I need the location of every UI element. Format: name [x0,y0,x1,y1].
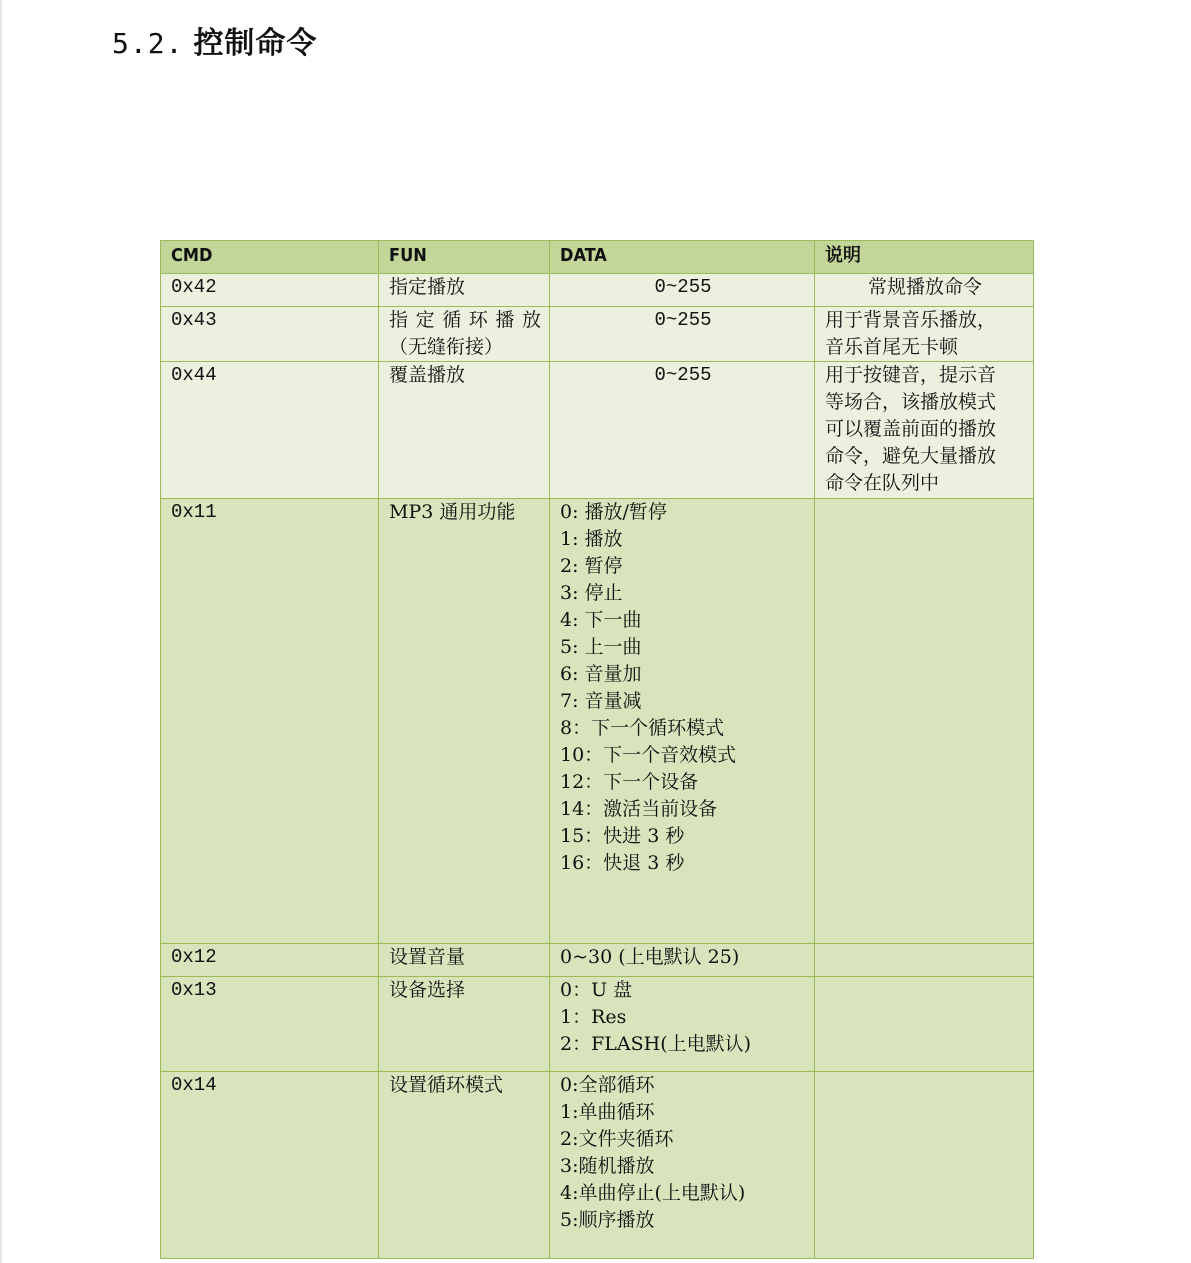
cell-fun: 覆盖播放 [379,362,550,499]
cell-note [815,1072,1034,1259]
cell-fun: MP3 通用功能 [379,499,550,944]
cell-data: 0~255 [550,362,815,499]
table-row [161,1072,1034,1259]
table-row [161,274,1034,307]
cell-cmd: 0x43 [161,307,379,362]
header-note: 说明 [815,241,1034,274]
cell-data: 0~255 [550,307,815,362]
table-row [161,977,1034,1072]
section-title: 控制命令 [193,26,318,61]
cell-cmd: 0x13 [161,977,379,1072]
table-row [161,944,1034,977]
cell-cmd: 0x44 [161,362,379,499]
cell-note [815,977,1034,1072]
page-left-edge [0,0,2,1263]
cell-fun: 指定播放 [379,274,550,307]
cell-note [815,499,1034,944]
cell-cmd: 0x11 [161,499,379,944]
cell-cmd: 0x14 [161,1072,379,1259]
section-number: 5.2. [112,27,184,60]
cell-fun: 指定循环播放 （无缝衔接） [379,307,550,362]
cell-cmd: 0x12 [161,944,379,977]
cell-fun: 设备选择 [379,977,550,1072]
cell-data: 0: 播放/暂停 1: 播放 2: 暂停 3: 停止 4: 下一曲 5: 上一曲 6: 音量加 7: 音量减 8：下一个循环模式 10：下一个音效模式 12：下一个设备 14：激活当前设备 15：快进 3 秒 16：快退 3 秒 [550,499,815,944]
cell-data: 0:全部循环 1:单曲循环 2:文件夹循环 3:随机播放 4:单曲停止(上电默认) 5:顺序播放 [550,1072,815,1259]
cell-data: 0~30 (上电默认 25) [550,944,815,977]
table-row [161,499,1034,944]
cell-data: 0：U 盘 1：Res 2：FLASH(上电默认) [550,977,815,1072]
cell-note: 用于背景音乐播放， 音乐首尾无卡顿 [815,307,1034,362]
cell-fun: 设置循环模式 [379,1072,550,1259]
cell-cmd: 0x42 [161,274,379,307]
table-row [161,362,1034,499]
cell-fun: 设置音量 [379,944,550,977]
header-fun: FUN [379,241,550,274]
cell-note [815,944,1034,977]
cell-note: 用于按键音，提示音 等场合，该播放模式 可以覆盖前面的播放 命令，避免大量播放 命令在队列中 [815,362,1034,499]
header-data: DATA [550,241,815,274]
table-header-row [161,241,1034,274]
cell-data: 0~255 [550,274,815,307]
section-heading [112,18,317,62]
header-cmd: CMD [161,241,379,274]
command-table [160,240,1034,1259]
table-row [161,307,1034,362]
cell-note: 常规播放命令 [815,274,1034,307]
